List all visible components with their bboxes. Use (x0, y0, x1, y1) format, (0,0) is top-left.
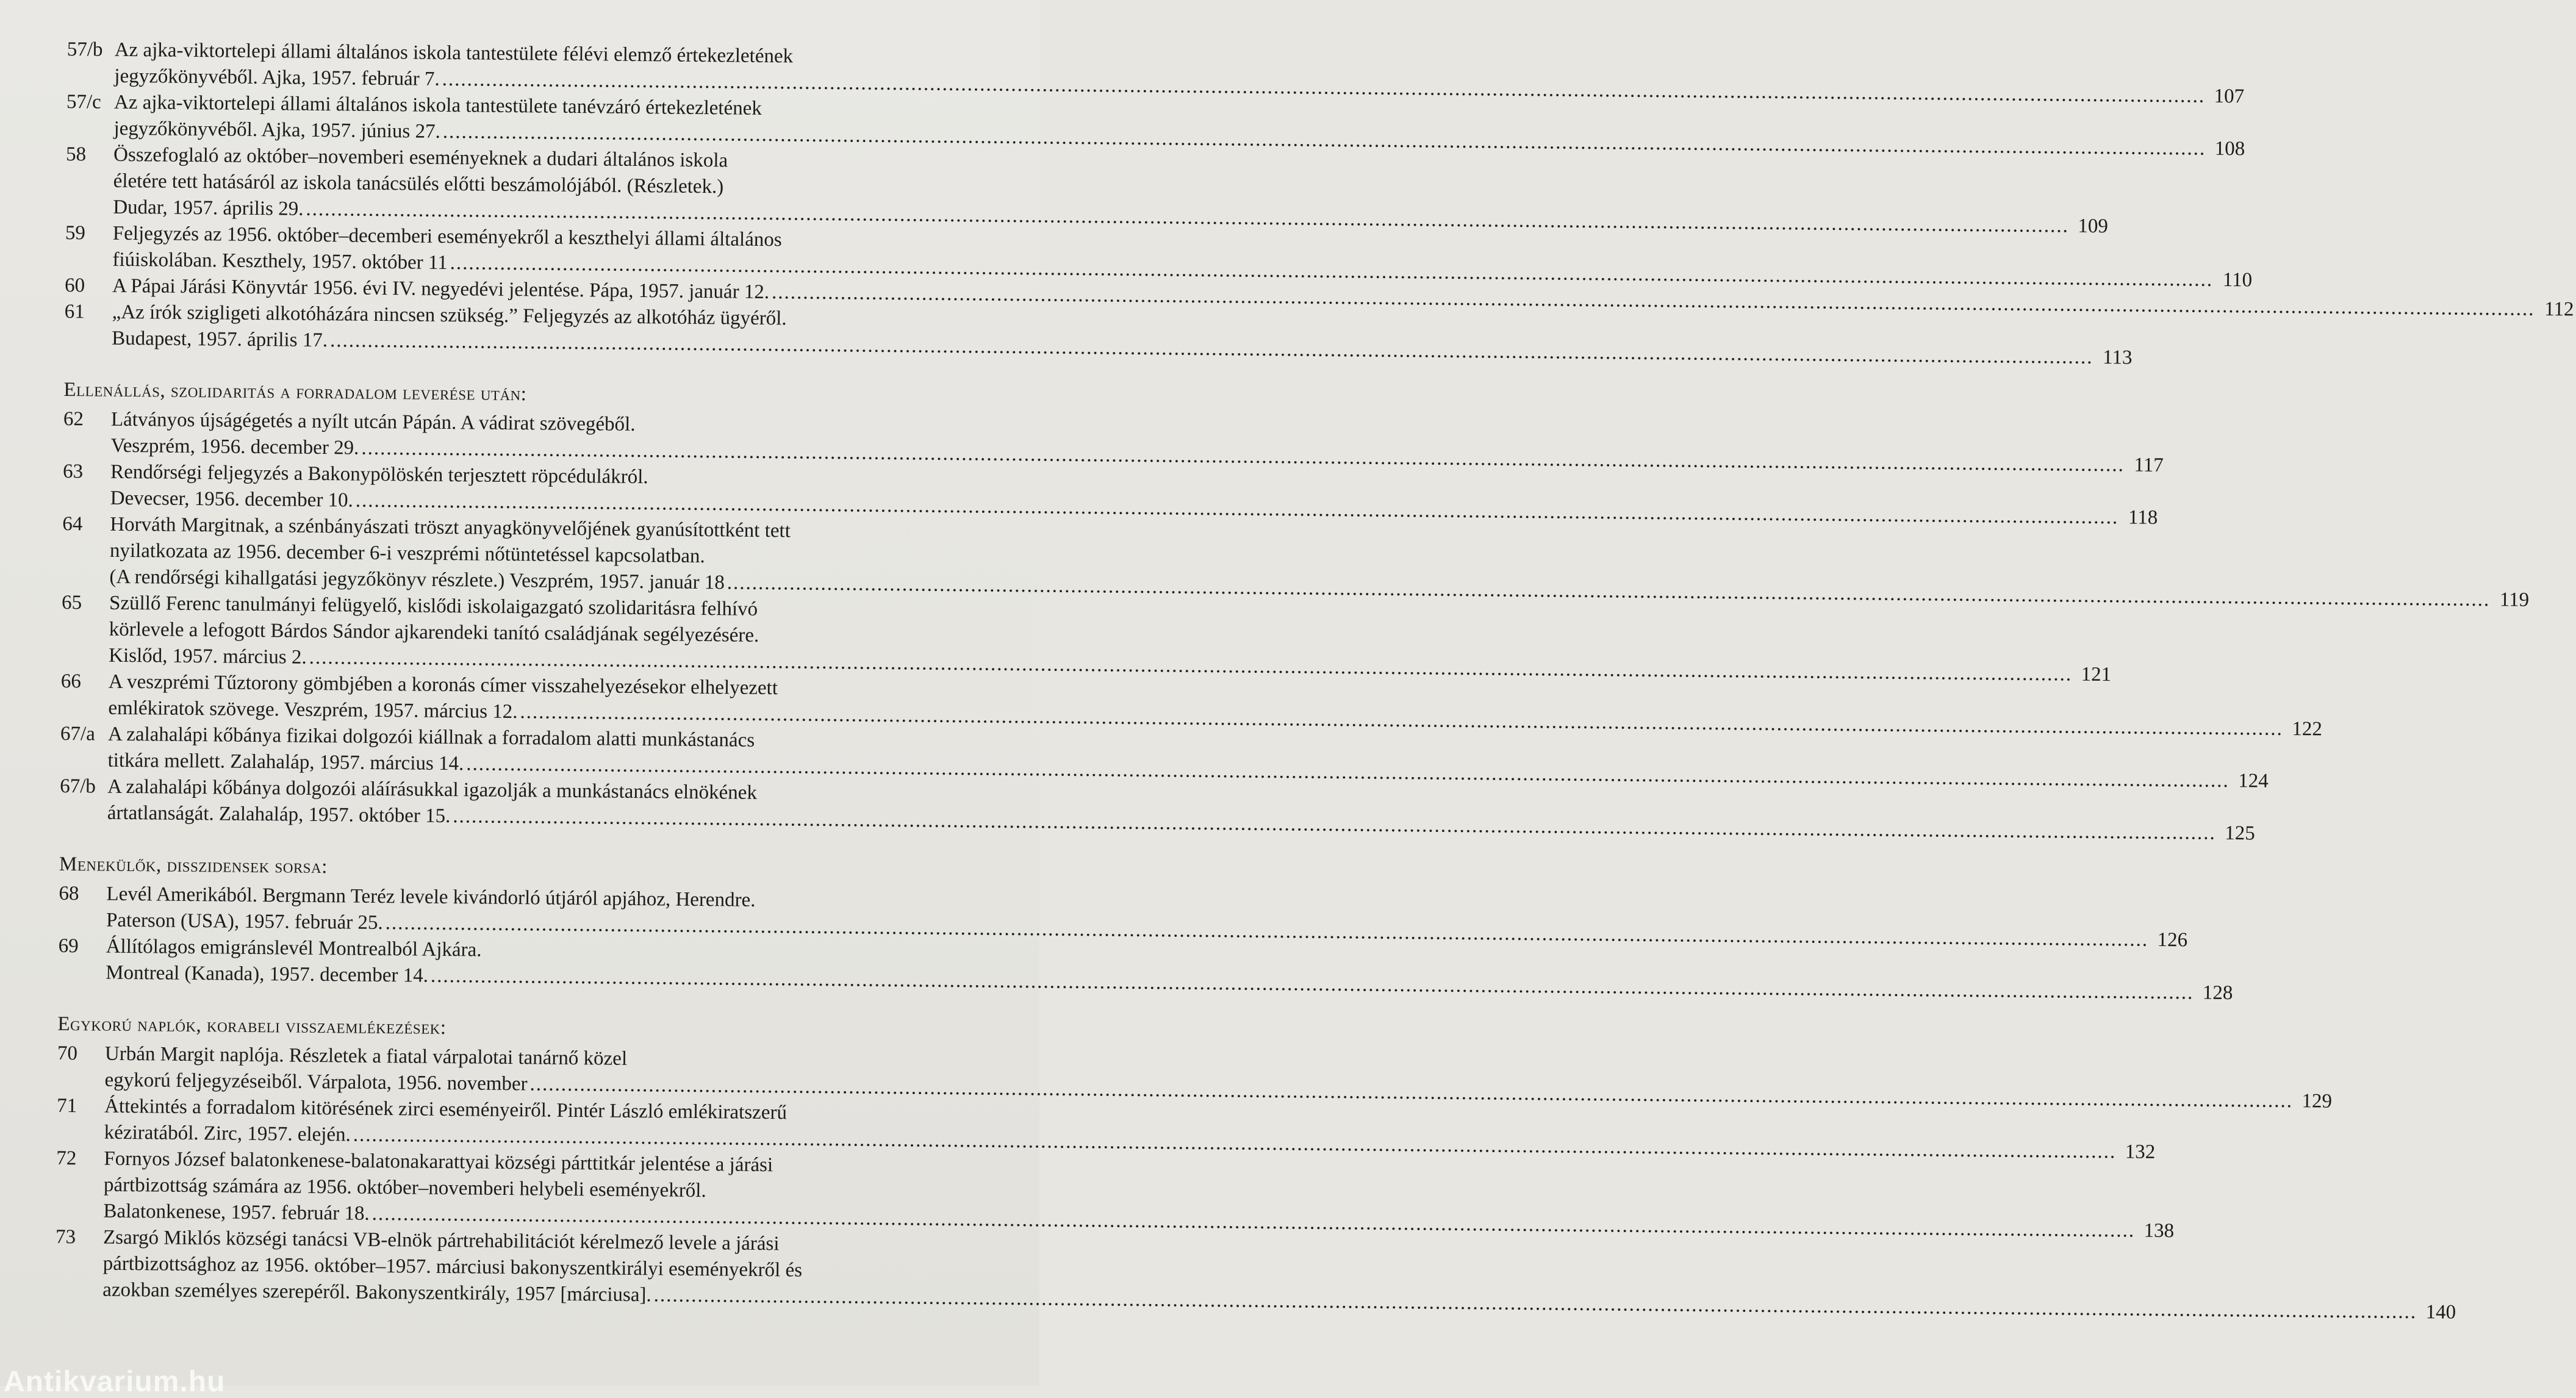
entry-line-text: A Pápai Járási Könyvtár 1956. évi IV. negyedévi jelentése. Pápa, 1957. január 12. (112, 274, 770, 304)
entry-line-text: életére tett hatásáról az iskola tanácsülés előtti beszámolójából. (Részletek.) (113, 170, 724, 198)
entry-number: 61 (64, 300, 85, 323)
entry-body (107, 774, 2255, 845)
entry-number: 59 (65, 221, 86, 245)
entry-line-text: Budapest, 1957. április 17. (112, 327, 328, 352)
watermark: Antikvarium.hu (4, 1366, 226, 1398)
entry-line-text: Horváth Margitnak, a szénbányászati tröszt anyagkönyvelőjének gyanúsítottként tett (110, 513, 791, 542)
entry-line-text: pártbizottság számára az 1956. október–novemberi helybeli eseményekről. (103, 1174, 706, 1202)
entry-line-text: Balatonkenese, 1957. február 18. (103, 1200, 370, 1225)
page-number: 126 (2157, 928, 2188, 952)
page-number: 124 (2238, 770, 2269, 792)
entry-line-text: Devecser, 1956. december 10. (110, 487, 354, 512)
entry-line-text: Az ajka-viktortelepi állami általános iskola tantestülete félévi elemző értekezletének (114, 38, 794, 68)
page-number: 107 (2214, 85, 2245, 108)
entry-line-text: Dudar, 1957. április 29. (113, 196, 304, 220)
entry-number: 71 (56, 1094, 77, 1117)
entry-number: 64 (62, 512, 83, 536)
page-number: 117 (2134, 454, 2164, 477)
entry-number: 67/a (60, 722, 96, 745)
entry-line-text: Urbán Margit naplója. Részletek a fiatal várpalotai tanárnő közel (104, 1042, 628, 1070)
page-number: 129 (2302, 1090, 2333, 1113)
entry-number: 72 (56, 1147, 77, 1170)
toc-entry (60, 773, 2255, 845)
entry-line-text: (A rendőrségi kihallgatási jegyzőkönyv részlete.) Veszprém, 1957. január 18 (109, 565, 725, 594)
page-number: 118 (2128, 506, 2158, 529)
page-number: 112 (2544, 298, 2574, 321)
entry-line-text: jegyzőkönyvéből. Ajka, 1957. június 27. (113, 117, 441, 143)
dot-leader (330, 328, 2093, 371)
entry-line-text: titkára mellett. Zalahaláp, 1957. március 14. (107, 749, 464, 775)
toc-section (55, 1011, 2456, 1324)
entry-line-text: Az ajka-viktortelepi állami általános iskola tantestülete tanévzáró értekezletének (113, 91, 762, 120)
entry-number: 66 (60, 670, 82, 693)
entry-line-text: A veszprémi Tűztorony gömbjében a koronás címer visszahelyezésekor elhelyezett (108, 670, 778, 700)
page-number: 128 (2202, 981, 2233, 1005)
entry-number: 69 (58, 934, 79, 958)
entry-line-text: körlevele a lefogott Bárdos Sándor ajkarendeki tanító családjának segélyezésére. (109, 618, 759, 647)
entry-line-text: Montreal (Kanada), 1957. december 14. (106, 961, 429, 987)
page-number: 125 (2225, 822, 2255, 845)
entry-number: 57/c (66, 90, 101, 113)
entry-line-text: Látványos újságégetés a nyílt utcán Pápán. A vádirat szövegéből. (110, 408, 636, 436)
section-title: Ellenállás, szolidaritás a forradalom leverése után: (63, 378, 527, 406)
section-title: Egykorú naplók, korabeli visszaemlékezések: (57, 1013, 447, 1039)
entry-line-text: Áttekintés a forradalom kitörésének zirci eseményeiről. Pintér László emlékiratszerű (104, 1095, 788, 1124)
page-number: 121 (2081, 663, 2112, 686)
entry-line-text: Zsargó Miklós községi tanácsi VB-elnök pártrehabilitációt kérelmező levele a járási (102, 1226, 780, 1255)
section-title: Menekülők, disszidensek sorsa: (59, 853, 328, 878)
entry-number: 65 (61, 591, 82, 614)
toc-section (64, 37, 2574, 369)
entry-line-text: A zalahalápi kőbánya dolgozói aláírásukkal igazolják a munkástanács elnökének (107, 775, 758, 804)
page-number: 108 (2214, 137, 2245, 160)
entry-line-text: Szüllő Ferenc tanulmányi felügyelő, kislődi iskolaigazgató szolidaritásra felhívó (109, 592, 758, 620)
page-number: 113 (2102, 346, 2133, 369)
entry-number: 58 (65, 143, 87, 166)
toc-section (60, 377, 2530, 845)
dot-leader (431, 963, 2194, 1006)
toc-entry (64, 299, 2133, 369)
page-number: 140 (2425, 1301, 2456, 1324)
entry-line-text: Feljegyzés az 1956. október–decemberi eseményekről a keszthelyi állami általános (112, 222, 782, 251)
entry-number: 63 (62, 460, 84, 483)
entry-line-text: fiúiskolában. Keszthely, 1957. október 11 (112, 248, 448, 274)
page-number: 122 (2292, 718, 2323, 740)
entry-number: 68 (59, 882, 79, 905)
entry-number: 60 (64, 274, 85, 297)
entry-line-text: nyilatkozata az 1956. december 6-i veszprémi nőtüntetéssel kapcsolatban. (109, 539, 705, 568)
entry-body (112, 299, 2133, 369)
entry-line-text: azokban személyes szerepéről. Bakonyszentkirály, 1957 [márciusa]. (102, 1278, 651, 1307)
page-number: 132 (2125, 1141, 2156, 1163)
entry-line-text: A zalahalápi kőbánya fizikai dolgozói kiállnak a forradalom alatti munkástanács (107, 723, 755, 751)
entry-line-text: Veszprém, 1956. december 29. (110, 434, 359, 459)
entry-line-text: pártbizottsághoz az 1956. október–1957. márciusi bakonyszentkirályi eseményekről és (102, 1252, 803, 1282)
entry-line-text: ártatlanságát. Zalahaláp, 1957. október 15. (107, 801, 451, 828)
dot-leader (727, 570, 2491, 613)
dot-leader (654, 1282, 2417, 1325)
entry-line-text: egykorú feljegyzéseiből. Várpalota, 1956. november (104, 1069, 528, 1095)
entry-line-text: kéziratából. Zirc, 1957. elején. (104, 1121, 351, 1146)
table-of-contents (55, 37, 2574, 1337)
entry-line-text: Rendőrségi feljegyzés a Bakonypölöskén terjesztett röpcédulákról. (110, 461, 648, 489)
entry-number: 62 (63, 407, 84, 431)
entry-number: 70 (57, 1042, 78, 1065)
page-number: 138 (2144, 1219, 2175, 1242)
entry-line-text: Levél Amerikából. Bergmann Teréz levele kivándorló útjáról apjához, Herendre. (106, 883, 756, 911)
entry-line-text: Összefoglaló az október–novemberi eseményeknek a dudari általános iskola (113, 143, 728, 172)
toc-section (58, 851, 2233, 1005)
page-number: 109 (2078, 215, 2108, 238)
entry-line-text: Kislőd, 1957. március 2. (109, 644, 307, 669)
entry-line-text: Paterson (USA), 1957. február 25. (106, 909, 383, 934)
entry-line-text: emlékiratok szövege. Veszprém, 1957. március 12. (108, 697, 518, 723)
page-number: 110 (2222, 268, 2253, 292)
entry-line-text: jegyzőkönyvéből. Ajka, 1957. február 7. (114, 65, 440, 90)
entry-line-text: Fornyos József balatonkenese-balatonakarattyai községi párttitkár jelentése a járási (104, 1147, 773, 1177)
entry-line-text: Állítólagos emigránslevél Montrealból Ajkára. (106, 935, 482, 961)
entry-number: 73 (55, 1225, 76, 1249)
entry-line-text: „Az írók szigligeti alkotóházára nincsen szükség.” Feljegyzés az alkotóház ügyéről. (112, 301, 787, 330)
entry-number: 67/b (60, 775, 96, 798)
entry-number: 57/b (66, 38, 103, 61)
dot-leader (453, 803, 2216, 847)
page-number: 119 (2499, 589, 2530, 611)
